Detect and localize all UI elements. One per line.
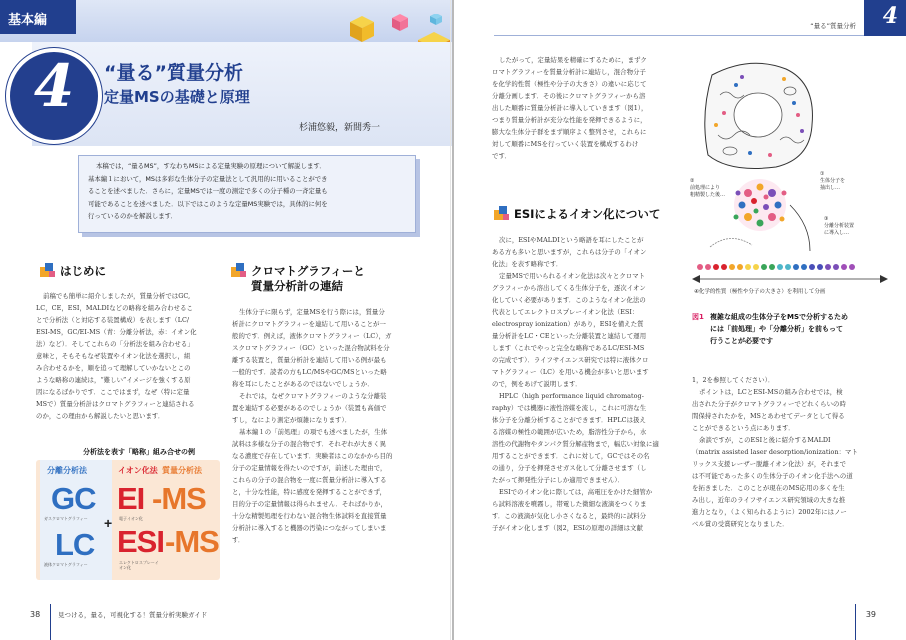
right-column-2 bbox=[692, 374, 880, 530]
chapter-tab-number: 4 bbox=[882, 3, 898, 29]
text-line: 代表としてエレクトロスプレーイオン化法（ESI： bbox=[492, 308, 639, 316]
text-line: 試料は多様な分子の混合物です．それぞれが大きく異 bbox=[232, 440, 387, 448]
abbr-esi-sub: エレクトロスプレーイオン化 bbox=[119, 560, 159, 570]
text-line: と，十分な性能，特に感度を発揮することができず， bbox=[232, 488, 387, 496]
text-line: 出した順番に質量分析計に導入していきます（図1）， bbox=[492, 104, 648, 112]
text-line: 称を耳にしたことがあるのではないでしょうか． bbox=[232, 380, 374, 388]
text-line: です． bbox=[492, 152, 511, 160]
figure-annotation-4: ④化学的性質（極性や分子の大きさ）を利用して分画 bbox=[694, 289, 826, 295]
section-cube-icon bbox=[40, 263, 56, 279]
text-line: を拓きました．このことが現在のMS応用の多くを生 bbox=[692, 484, 845, 492]
text-line: ら試料溶液を噴霧し，帯電した微細な液滴をつくりま bbox=[492, 500, 647, 508]
abbr-gc-sub: ガスクロマトグラフィー bbox=[44, 516, 88, 521]
text-line: 出された分子がクロマトグラフィーでどれくらいの時 bbox=[692, 400, 846, 408]
intro-line: ることを述べました．さらに，定量MSでは一度の測定で多くの分子種の一斉定量も bbox=[88, 187, 328, 196]
footer-divider bbox=[50, 604, 51, 640]
intro-column bbox=[36, 290, 224, 422]
text-line: す．この液滴が気化し小さくなると，最終的に試料分 bbox=[492, 512, 647, 520]
caption-line: 複雑な組成の生体分子をMSで分析するため bbox=[710, 313, 849, 321]
text-line: 次に，ESIやMALDIという略語を耳にしたことが bbox=[499, 236, 644, 244]
right-column-1-top bbox=[492, 54, 684, 162]
text-line: HPLC（high performance liquid chromatog- bbox=[499, 392, 644, 400]
text-line: マトグラフィー（LC）を用いる機会が多いと思います bbox=[492, 368, 649, 376]
text-line: 因になるばかりです．ここではまず，なぜ（特に定量 bbox=[36, 388, 190, 396]
figure-1-caption bbox=[692, 311, 892, 345]
text-line: 化していく必要があります．このようなイオン化法の bbox=[492, 296, 646, 304]
text-line: します（これでやっと完全な略称であるLC/ESI-MS bbox=[492, 344, 645, 352]
ann-line: ③ bbox=[824, 216, 829, 222]
page-number-left: 38 bbox=[30, 610, 41, 619]
ann-line: 抽出し… bbox=[820, 185, 841, 191]
text-line: raphy）では機器に液性溶媒を流し，これに可溶な生 bbox=[492, 404, 647, 412]
chromatography-column bbox=[232, 306, 418, 546]
figure-annotation-3 bbox=[824, 216, 854, 237]
caption-line: 行うことが必要です bbox=[710, 337, 773, 345]
text-line: 基本編１の「前処理」の項でも述べましたが，生体 bbox=[239, 428, 388, 436]
intro-text bbox=[88, 160, 410, 223]
text-line: ベル賞の受賞研究となりました． bbox=[692, 520, 789, 528]
text-line: 生体分子に限らず，定量MSを行う際には，質量分 bbox=[239, 308, 385, 316]
text-line: 対して順番にMSを行っていく装置を構成するわけ bbox=[492, 140, 639, 148]
text-line: す． bbox=[232, 536, 245, 544]
text-line: 化法」を表す略称です． bbox=[492, 260, 563, 268]
text-line: electrospray ionization）があり，ESIを備えた質 bbox=[492, 320, 644, 328]
text-line: これらの分子の混合物を一度に質量分析計に導入する bbox=[232, 476, 387, 484]
page-gutter-shadow bbox=[450, 0, 451, 640]
authors: 杉浦悠毅，新間秀一 bbox=[298, 123, 380, 133]
section-tab bbox=[0, 0, 76, 34]
text-line: 溶性の代謝物やタンパク質分解産物まで，幅広い対象に適 bbox=[492, 440, 659, 448]
figure-annotation-2 bbox=[690, 178, 725, 199]
intro-box bbox=[78, 155, 416, 233]
text-line: ロマトグラフィーを質量分析計に連結し，混合物分子 bbox=[492, 68, 646, 76]
intro-line: 基本編１において，MSは多彩な生体分子の定量法として汎用的に用いることができ bbox=[88, 174, 328, 183]
text-line: 分離分画します．その後にクロマトグラフィーから溶 bbox=[492, 92, 646, 100]
text-line: 分析計に導入すると機器の汚染につながってしまいま bbox=[232, 524, 387, 532]
abbr-ei: EI bbox=[117, 481, 145, 516]
left-page bbox=[0, 0, 452, 640]
text-line: 子がイオン化します（図2，ESIの原理の詳細は文献 bbox=[492, 524, 643, 532]
text-line: の完成です）．ライフサイエンス研究では特に液体クロ bbox=[492, 356, 649, 364]
chapter-subtitle: 定量MSの基礎と原理 bbox=[104, 88, 250, 106]
header-rule bbox=[494, 35, 864, 36]
text-line: ことができるという点にあります． bbox=[692, 424, 795, 432]
abbr-lc-sub: 液体クロマトグラフィー bbox=[44, 562, 88, 567]
running-header: “量る”質量分析 bbox=[810, 22, 856, 30]
header-separation: 分離分析法 bbox=[47, 466, 87, 475]
text-line: の通り，分子を揮発させガス化して分離させます（し bbox=[492, 464, 647, 472]
text-line: LC，CE，ESI，MALDIなどの略称を組み合わせるこ bbox=[36, 304, 193, 312]
text-line: グラフィーから溶出してくる生体分子を，逐次イオン bbox=[492, 284, 646, 292]
right-page bbox=[454, 0, 906, 640]
text-line: 析計にクロマトグラフィーを連結して用いることが一 bbox=[232, 320, 386, 328]
ann-line: 分離分析装置 bbox=[824, 223, 855, 229]
text-line: 意味と，そもそもなぜ装置やイオン化法を選択し，組 bbox=[36, 352, 191, 360]
text-line: （matrix assisted laser desorption/ionization：マト bbox=[692, 448, 858, 456]
abbr-esi: ESI bbox=[117, 524, 164, 559]
text-line: 前稿でも簡単に紹介しましたが，質量分析ではGC, bbox=[43, 292, 191, 300]
section-heading-chromatography: クロマトグラフィーと bbox=[251, 264, 365, 278]
figure-1-label: 図1 bbox=[692, 313, 704, 321]
text-line: リックス支援レーザー脱離イオン化法）が，それまで bbox=[692, 460, 847, 468]
text-line: 進力となり，（よく知られるように）2002年にはノー bbox=[692, 508, 847, 516]
text-line: 間保持されたかを，MSとあわせてデータとして得る bbox=[692, 412, 845, 420]
figure-annotation-1 bbox=[820, 171, 845, 192]
text-line: 体分子を分離分析することができます．HPLCは扱え bbox=[492, 416, 646, 424]
ann-line: ① bbox=[820, 171, 825, 177]
text-line: すし，なにより測定が煩雑になります）． bbox=[232, 416, 352, 424]
text-line: 般的です．例えば，液体クロマトグラフィー（LC），ガ bbox=[232, 332, 392, 340]
text-line: とで分析法（と対応する装置構成）を表します（LC/ bbox=[36, 316, 190, 324]
book-title-footer: 見つける，量る，可視化する！質量分析実験ガイド bbox=[58, 611, 208, 619]
text-line: ポイントは，LCとESI-MSの組み合わせでは，検 bbox=[699, 388, 843, 396]
right-column-1-bottom bbox=[492, 234, 684, 534]
ann-line: に導入し… bbox=[824, 230, 850, 236]
caption-line: には「前処理」や「分離分析」を前もって bbox=[710, 325, 843, 333]
ann-line: 粗精製した後… bbox=[690, 192, 726, 198]
text-line: み合わせるかを，順を追って理解していかないとこの bbox=[36, 364, 191, 372]
intro-line: 可能であることを述べました．以下ではこのような定量MS実験では，具体的に何を bbox=[88, 199, 328, 208]
text-line: たがって揮発性分子にしか適用できません）． bbox=[492, 476, 625, 484]
text-line: ある方も多いと思いますが，これらは分子の「イオン bbox=[492, 248, 647, 256]
text-line: る溶媒の極性の範囲が広いため，脂溶性分子から，水 bbox=[492, 428, 647, 436]
text-line: 定量MSで用いられるイオン化法は次々とクロマト bbox=[499, 272, 646, 280]
text-line: ESI-MS，GC/EI-MS（青：分離分析法，赤：イオン化 bbox=[36, 328, 197, 336]
ann-line: 前処理により bbox=[690, 185, 721, 191]
abbr-lc: LC bbox=[55, 527, 95, 562]
chapter-tab bbox=[864, 0, 906, 36]
text-line: 膨大な生体分子群をまず順序よく整列させ，これらに bbox=[492, 128, 647, 136]
text-line: 十分な精製処理を行わない混合物生体試料を直接質量 bbox=[232, 512, 387, 520]
text-line: 用することができます．これに対して，GCではその名 bbox=[492, 452, 650, 460]
text-line: MSで）質量分析計はクロマトグラフィーと連結される bbox=[36, 400, 195, 408]
abbr-gc: GC bbox=[51, 481, 96, 516]
section-heading-intro: はじめに bbox=[60, 264, 106, 278]
text-line: つまり質量分析計が充分な性能を発揮できるように， bbox=[492, 116, 647, 124]
intro-line: 本稿では，“量るMS”，すなわちMSによる定量実験の原理について解説します． bbox=[96, 162, 326, 170]
abbr-plus: + bbox=[104, 515, 112, 531]
text-line: 目的分子の定量情報は得られません．そればかりか， bbox=[232, 500, 387, 508]
section-tab-label: 基本編 bbox=[8, 13, 48, 28]
section-cube-icon bbox=[494, 206, 510, 222]
text-line: ESIでのイオン化に際しては，高電圧をかけた細管か bbox=[499, 488, 653, 496]
footer-divider bbox=[855, 604, 856, 640]
chapter-title: “量る”質量分析 bbox=[104, 62, 243, 84]
text-line: は不可能であった多くの生体分子のイオン化手法への道 bbox=[692, 472, 853, 480]
text-line: スクロマトグラフィー（GC）といった混合物試料を分 bbox=[232, 344, 390, 352]
abbr-ei-sub: 電子イオン化 bbox=[119, 516, 143, 521]
text-line: 1，2を参照してください）． bbox=[692, 376, 775, 384]
text-line: 法）など）．そしてこれらの「分析法を組み合わせる」 bbox=[36, 340, 194, 348]
text-line: のか，この理由から解説したいと思います． bbox=[36, 412, 165, 420]
abbr-ei-ms: -MS bbox=[152, 481, 206, 516]
text-line: を化学的性質（極性や分子の大きさ）の違いに応じて bbox=[492, 80, 647, 88]
text-line: み出し，近年のライフサイエンス研究領域の大きな推 bbox=[692, 496, 846, 504]
section-cube-icon bbox=[231, 263, 247, 279]
header-ionization: イオン化法 bbox=[118, 466, 158, 475]
text-line: 離する装置と，質量分析計を連結して用いる例が最も bbox=[232, 356, 387, 364]
text-line: したがって，定量結果を精確にするために，まずク bbox=[499, 56, 647, 64]
text-line: ような略称の連続は，“難しい”イメージを強くする原 bbox=[36, 376, 191, 384]
figure-1-caption-text bbox=[710, 311, 894, 347]
text-line: 一般的です．読者の方もLC/MSやGC/MSといった略 bbox=[232, 368, 387, 376]
abbr-esi-ms: -MS bbox=[165, 524, 219, 559]
header-mass-spec: 質量分析法 bbox=[162, 466, 202, 475]
text-line: ので，例をあげて説明します． bbox=[492, 380, 582, 388]
section-heading-esi: ESIによるイオン化について bbox=[514, 207, 661, 221]
abbreviation-figure-title: 分析法を表す「略称」組み合せの例 bbox=[83, 448, 195, 456]
text-line: 置を連結する必要があるのでしょうか（装置も高価で bbox=[232, 404, 387, 412]
text-line: 量分析計をLC・CEといった分離装置と連結して運用 bbox=[492, 332, 647, 340]
ann-line: 生体分子を bbox=[820, 178, 846, 184]
section-heading-chromatography-2: 質量分析計の連結 bbox=[251, 279, 343, 293]
text-line: なる濃度で存在しています．実験者はこのなかから目的 bbox=[232, 452, 393, 460]
text-line: 余談ですが，このESIと後に紹介するMALDI bbox=[699, 436, 831, 444]
text-line: 分子の定量情報を得たいのですが，前述した理由で， bbox=[232, 464, 387, 472]
page-number-right: 39 bbox=[865, 610, 876, 619]
ann-line: ② bbox=[690, 178, 695, 184]
text-line: それでは，なぜクロマトグラフィーのような分離装 bbox=[239, 392, 387, 400]
intro-line: 行っているのかを解説します． bbox=[88, 212, 177, 221]
chapter-number: 4 bbox=[33, 52, 75, 120]
